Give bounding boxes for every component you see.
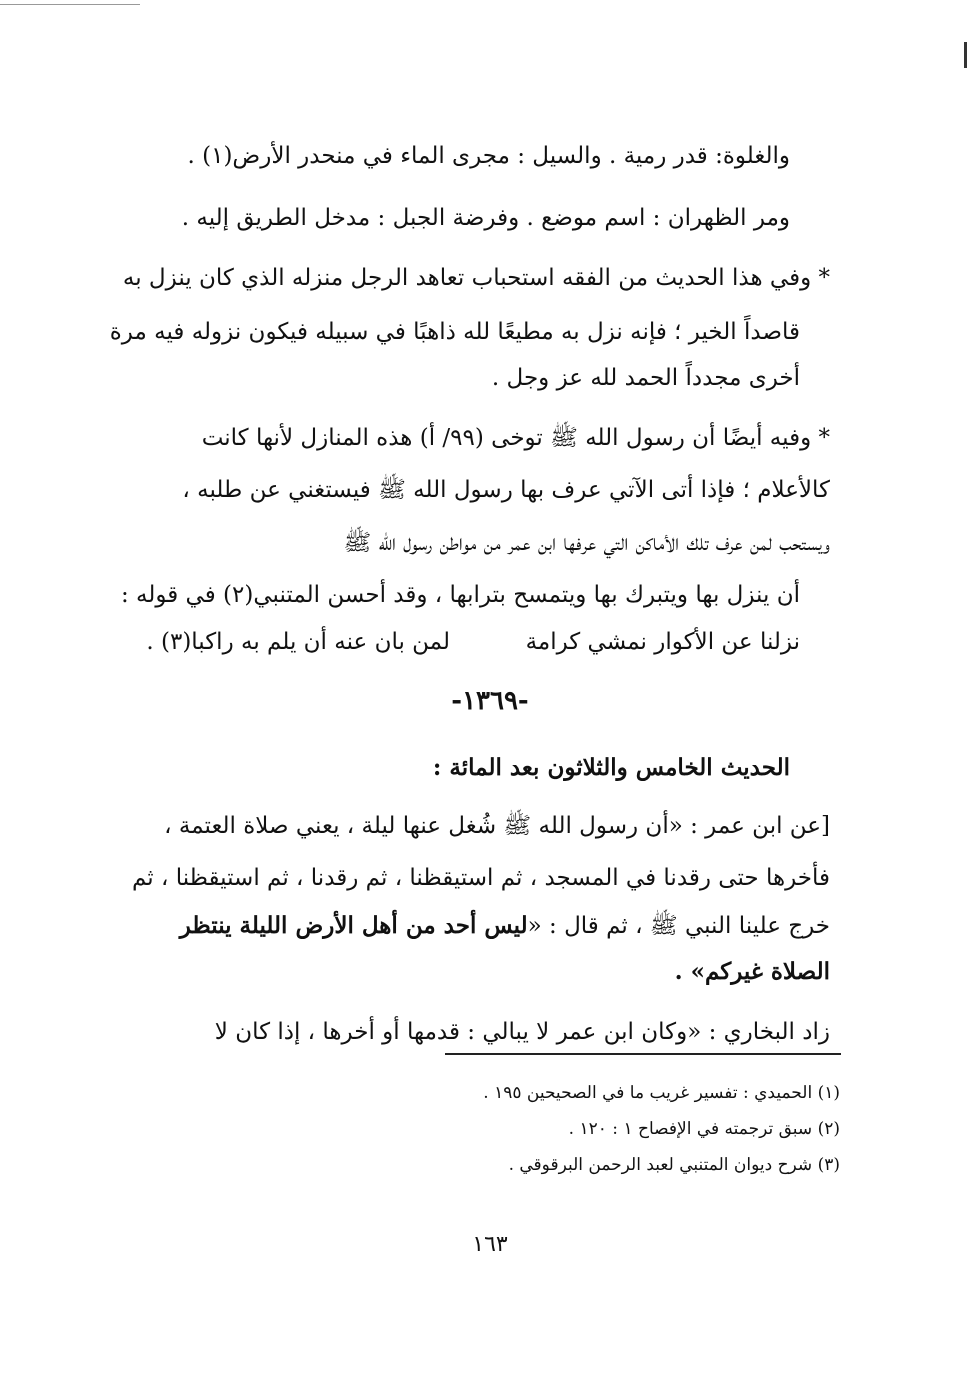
page-number: ١٦٣ — [472, 1232, 508, 1257]
text-line-7: كالأعلام ؛ فإذا أتى الآتي عرف بها رسول الله ﷺ فيستغني عن طلبه ، — [182, 477, 830, 503]
poetry-verse-second: لمن بان عنه أن يلم به راكبا(٣) . — [146, 629, 450, 655]
footnote-1: (١) الحميدي : تفسير غريب ما في الصحيحين ١٩٥ . — [483, 1083, 840, 1103]
hadith-line-2: فأخرها حتى رقدنا في المسجد ، ثم استيقظنا ، ثم رقدنا ، ثم استيقظنا ، ثم — [131, 865, 830, 891]
text-line-1: والغلوة: قدر رمية . والسيل : مجرى الماء في منحدر الأرض(١) . — [187, 143, 790, 169]
text-line-5: أخرى مجدداً الحمد لله عز وجل . — [491, 365, 800, 391]
footnote-separator — [445, 1053, 841, 1055]
hadith-line-4: الصلاة غيركم» . — [674, 958, 830, 985]
text-line-4: قاصداً الخير ؛ فإنه نزل به مطيعًا لله ذاهبًا في سبيله فيكون نزوله فيه مرة — [109, 319, 800, 345]
text-line-6: * وفيه أيضًا أن رسول الله ﷺ توخى (٩٩/ أ) هذه المنازل لأنها كانت — [201, 425, 830, 451]
scan-top-dots — [0, 4, 140, 5]
text-line-2: ومر الظهران : اسم موضع . وفرضة الجبل : مدخل الطريق إليه . — [181, 205, 790, 231]
hadith-line-3-bold: ليس أحد من أهل الأرض الليلة ينتظر — [179, 912, 528, 939]
text-line-3: * وفي هذا الحديث من الفقه استحباب تعاهد الرجل منزله الذي كان ينزل به — [122, 265, 830, 291]
footnote-3: (٣) شرح ديوان المتنبي لعبد الرحمن البرقوقي . — [508, 1155, 840, 1175]
footnote-2: (٢) سبق ترجمته في الإفصاح ١ : ١٢٠ . — [568, 1119, 840, 1139]
hadith-line-3 — [180, 906, 830, 946]
hadith-heading: الحديث الخامس والثلاثون بعد المائة : — [432, 754, 790, 781]
hadith-number: -١٣٦٩- — [451, 686, 529, 716]
hadith-line-3-plain: خرج علينا النبي ﷺ ، ثم قال : « — [527, 913, 830, 939]
text-line-9: أن ينزل بها ويتبرك بها ويتمسح بترابها ، وقد أحسن المتنبي(٢) في قوله : — [120, 582, 800, 608]
text-line-8: ويستحب لمن عرف تلك الأماكن التي عرفها ابن عمر من مواطن رسول الله ﷺ — [343, 530, 830, 556]
hadith-line-5: زاد البخاري : «وكان ابن عمر لا يبالي : قدمها أو أخرها ، إذا كان لا — [214, 1019, 830, 1045]
hadith-line-1: [عن ابن عمر : «أن رسول الله ﷺ شُغل عنها ليلة ، يعني صلاة العتمة ، — [164, 813, 830, 839]
scan-edge-mark — [964, 42, 967, 68]
poetry-verse-first: نزلنا عن الأكوار نمشي كرامة — [525, 629, 800, 655]
